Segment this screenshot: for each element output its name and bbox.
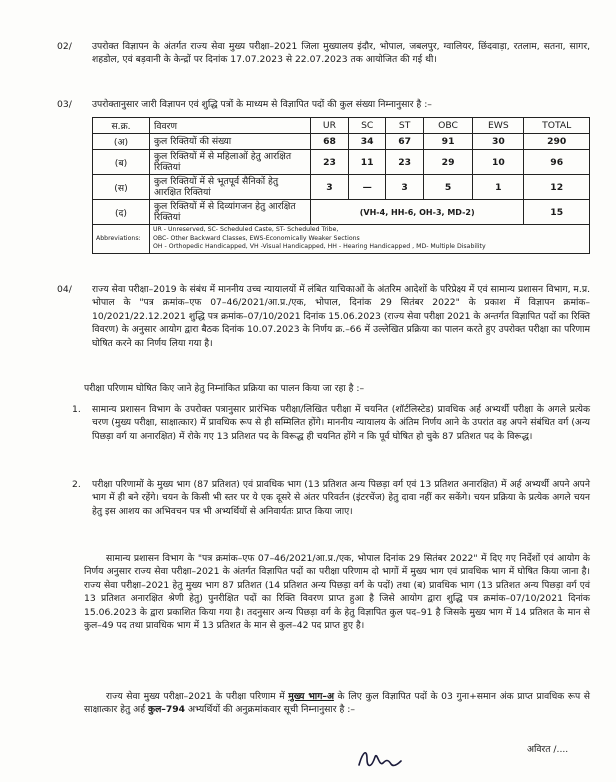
row-sc: 34 bbox=[348, 134, 385, 150]
table-row bbox=[93, 175, 590, 200]
row-ews: 1 bbox=[473, 175, 524, 200]
list-item-text: सामान्य प्रशासन विभाग के उपरोक्त पत्रानुसार प्रारंभिक परीक्षा/लिखित परीक्षा में चयनित (शॉर्टलिस्टेड) प्रावधिक अर्ह अभ्यर्थी परीक्षा के अगले प्रत्येक चरण (मुख्य परीक्षा, साक्षात्कार) में प्रावधिक रूप से ही सम्मिलित होंगे। माननीय न्यायालय के अंतिम निर्णय आने के उपरांत वह अपने संबंधित वर्ग (अन्य पिछड़ा वर्ग या अनारक्षित) में रोके गए 13 प्रतिशत पद के विरूद्ध ही चयनित होंगे न कि पूर्व घोषित हो चुके 87 प्रतिशत पद के विरूद्ध। bbox=[92, 404, 590, 442]
row-disability-breakup: (VH-4, HH-6, OH-3, MD-2) bbox=[311, 200, 524, 225]
row-desc: कुल रिक्तियों में से दिव्यांगजन हेतु आरक्षित रिक्तियां bbox=[150, 200, 311, 225]
row-total: 15 bbox=[524, 200, 590, 225]
list-item-number: 2. bbox=[72, 479, 81, 490]
para-03-text: उपरोक्तानुसार जारी विज्ञापन एवं शुद्धि पत्रों के माध्यम से विज्ञापित पदों की कुल संख्या निम्नानुसार है :– bbox=[92, 99, 432, 110]
para-04-text: राज्य सेवा परीक्षा–2019 के संबंध में माननीय उच्च न्यायालयों में लंबित याचिकाओं के अंतरिम आदेशों के परिप्रेक्ष्य में एवं सामान्य प्रशासन विभाग, म.प्र. भोपाल के "पत्र क्रमांक–एफ 07–46/2021/आ.प्र./एक, भोपाल, दिनांक 29 सितंबर 2022" के प्रकाश में विज्ञापन क्रमांक–10/2021/22.12.2021 शुद्धि पत्र क्रमांक–07/10/2021 दिनांक 15.06.2023 (राज्य सेवा परीक्षा 2021 के अन्तर्गत विज्ञापित पदों का रिक्ति विवरण) के अनुसार आयोग द्वारा बैठक दिनांक 10.07.2023 के निर्णय क्र.–66 में उल्लेखित प्रक्रिया का पालन करते हुए उपरोक्त परीक्षा का परिणाम घोषित करने का निर्णय लिया गया है। bbox=[92, 284, 590, 349]
final-text-middle: के लिए कुल विज्ञापित पदों के 03 गुना+समान अंक प्राप्त प्रावधिक रूप से साक्षात्कार हेतु अर्ह bbox=[84, 691, 590, 716]
para-04-number: 04/ bbox=[57, 284, 72, 295]
row-sn: (ब) bbox=[93, 150, 150, 175]
vacancy-table bbox=[92, 117, 590, 254]
abbreviations-label: Abbreviations: bbox=[93, 225, 150, 254]
row-st: 23 bbox=[386, 150, 423, 175]
para-02-number: 02/ bbox=[57, 41, 72, 52]
header-sc: SC bbox=[348, 118, 385, 134]
table-row bbox=[93, 200, 590, 225]
abbreviations-line: UR - Unreserved, SC- Scheduled Caste, ST- Scheduled Tribe, bbox=[153, 226, 339, 233]
table-row bbox=[93, 134, 590, 150]
row-sn: (द) bbox=[93, 200, 150, 225]
row-total: 12 bbox=[524, 175, 590, 200]
total-candidates: कुल–794 bbox=[148, 704, 186, 716]
process-intro: परीक्षा परिणाम घोषित किए जाने हेतु निम्नांकित प्रक्रिया का पालन किया जा रहा है :– bbox=[84, 383, 365, 394]
abbreviations-line: OBC- Other Backward Classes, EWS-Economically Weaker Sections bbox=[153, 234, 360, 242]
header-obc: OBC bbox=[423, 118, 472, 134]
row-total: 290 bbox=[524, 134, 590, 150]
header-ews: EWS bbox=[473, 118, 524, 134]
row-desc: कुल रिक्तियों की संख्या bbox=[150, 134, 311, 150]
row-ur: 3 bbox=[311, 175, 349, 200]
signature-mark bbox=[355, 745, 403, 775]
row-desc: कुल रिक्तियों में से महिलाओं हेतु आरक्षित रिक्तियां bbox=[150, 150, 311, 175]
gad-letter-paragraph: सामान्य प्रशासन विभाग के "पत्र क्रमांक–एफ 07–46/2021/आ.प्र./एक, भोपाल दिनांक 29 सितंबर 2022" में दिए गए निर्देशों एवं आयोग के निर्णय अनुसार राज्य सेवा परीक्षा–2021 के अंतर्गत विज्ञापित पदों का परीक्षा परिणाम दो भागों में मुख्य भाग एवं प्रावधिक भाग में घोषित किया जाना है। राज्य सेवा परीक्षा–2021 हेतु मुख्य भाग 87 प्रतिशत (14 प्रतिशत अन्य पिछड़ा वर्ग के पदों) तथा (ब) प्रावधिक भाग (13 प्रतिशत अन्य पिछड़ा वर्ग एवं 13 प्रतिशत अनारक्षित श्रेणी हेतु) पुनरीक्षित पदों का रिक्ति विवरण प्राप्त हुआ है जिसे आयोग द्वारा शुद्धि पत्र क्रमांक–07/10/2021 दिनांक 15.06.2023 के द्वारा प्रकाशित किया गया है। तदनुसार अन्य पिछड़ा वर्ग के हेतु विज्ञापित कुल पद–91 है जिसके मुख्य भाग में 14 प्रतिशत के मान से कुल–49 पद तथा प्रावधिक भाग में 13 प्रतिशत के मान से कुल–42 पद प्राप्त हुए है। bbox=[84, 553, 590, 632]
para-03-number: 03/ bbox=[57, 99, 72, 110]
row-ur: 23 bbox=[311, 150, 349, 175]
row-ur: 68 bbox=[311, 134, 349, 150]
main-part-label: मुख्य भाग–अ bbox=[288, 691, 334, 702]
row-st: 3 bbox=[386, 175, 423, 200]
header-total: TOTAL bbox=[524, 118, 590, 134]
row-sn: (स) bbox=[93, 175, 150, 200]
abbreviations-text bbox=[150, 225, 590, 254]
abbreviations-row bbox=[93, 225, 590, 254]
header-ur: UR bbox=[311, 118, 349, 134]
header-desc: विवरण bbox=[150, 118, 311, 134]
table-header-row bbox=[93, 118, 590, 134]
final-text-after: अभ्यर्थियों की अनुक्रमांकवार सूची निम्नानुसार है :– bbox=[185, 704, 355, 716]
abbreviations-line: OH - Orthopedic Handicapped, VH -Visual Handicapped, HH - Hearing Handicapped , MD- Multiple Disability bbox=[153, 243, 486, 251]
row-desc: कुल रिक्तियों में से भूतपूर्व सैनिकों हेतु आरक्षित रिक्तियां bbox=[150, 175, 311, 200]
header-st: ST bbox=[386, 118, 423, 134]
list-item-number: 1. bbox=[72, 404, 81, 415]
row-sn: (अ) bbox=[93, 134, 150, 150]
row-sc: — bbox=[348, 175, 385, 200]
list-item-text: परीक्षा परिणामों के मुख्य भाग (87 प्रतिशत) एवं प्रावधिक भाग (13 प्रतिशत अन्य पिछड़ा वर्ग एवं 13 प्रतिशत अनारक्षित) में अर्ह अभ्यर्थी अपने अपने भाग में ही बने रहेंगे। चयन के किसी भी स्तर पर ये एक दूसरे से अंतर परिवर्तन (इंटरचेंज) हेतु दावा नहीं कर सकेंगे। चयन प्रक्रिया के प्रत्येक अगले चयन हेतु इस आशय का अभिवचन पत्र भी अभ्यर्थियों से अनिवार्यतः प्राप्त किया जाए। bbox=[92, 479, 590, 517]
row-total: 96 bbox=[524, 150, 590, 175]
row-st: 67 bbox=[386, 134, 423, 150]
row-obc: 91 bbox=[423, 134, 472, 150]
final-text-before: राज्य सेवा मुख्य परीक्षा–2021 के परीक्षा परिणाम में bbox=[106, 691, 289, 702]
row-ews: 30 bbox=[473, 134, 524, 150]
row-obc: 29 bbox=[423, 150, 472, 175]
para-02-text: उपरोक्त विज्ञापन के अंतर्गत राज्य सेवा मुख्य परीक्षा–2021 जिला मुख्यालय इंदौर, भोपाल, जबलपुर, ग्वालियर, छिंदवाड़ा, रतलाम, सतना, सागर, शहडोल, एवं बड़वानी के केन्द्रों पर दिनांक 17.07.2023 से 22.07.2023 तक आयोजित की गई थी। bbox=[92, 41, 590, 66]
header-sn: स.क्र. bbox=[93, 118, 150, 134]
continued-marker: अविरत /.... bbox=[527, 744, 569, 755]
row-ews: 10 bbox=[473, 150, 524, 175]
final-paragraph bbox=[84, 690, 590, 717]
row-sc: 11 bbox=[348, 150, 385, 175]
table-row bbox=[93, 150, 590, 175]
row-obc: 5 bbox=[423, 175, 472, 200]
